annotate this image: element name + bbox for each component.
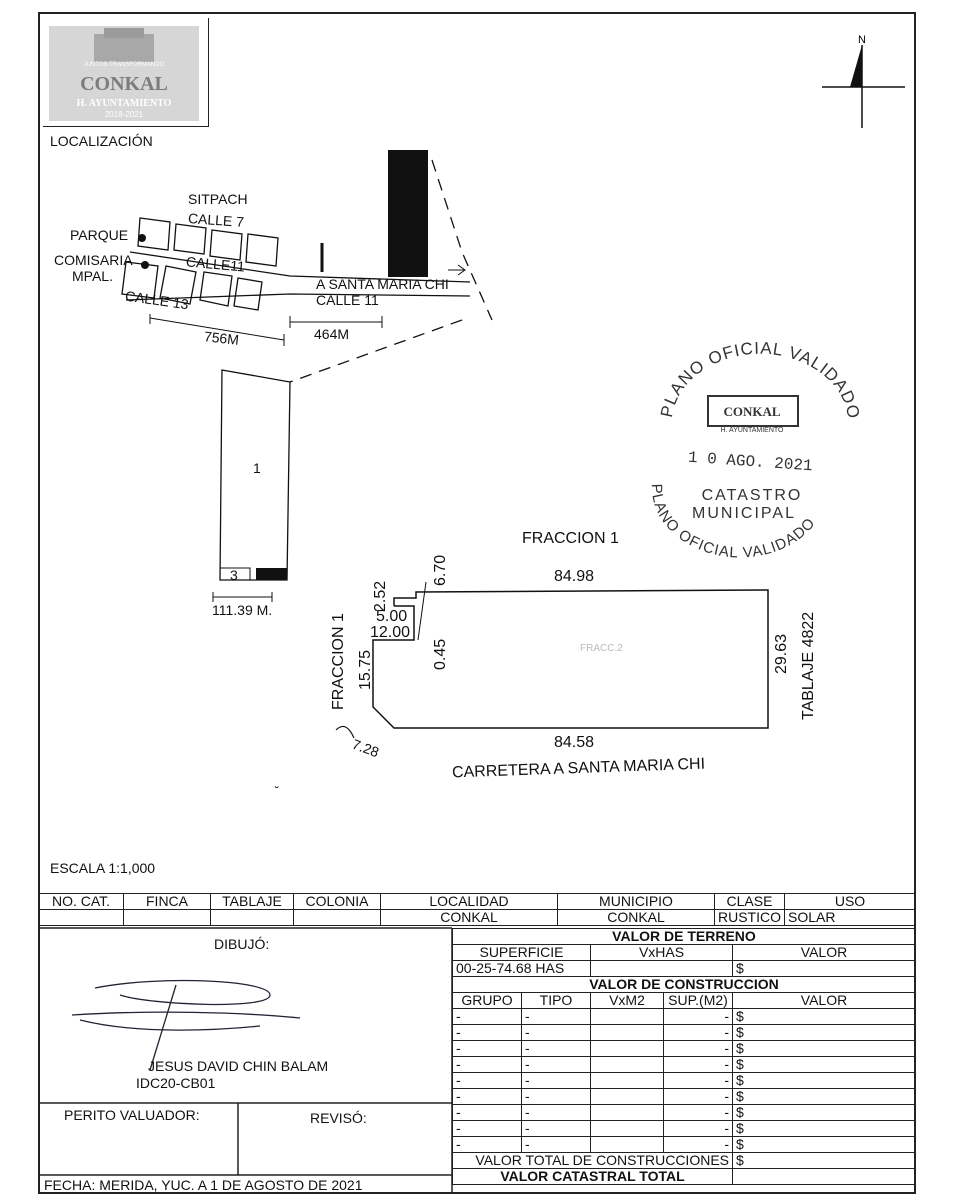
watermark-fracc: FRACC.2: [580, 643, 623, 654]
construccion-cell: -: [664, 1073, 733, 1089]
reviso-label: REVISÓ:: [310, 1110, 367, 1126]
td-municipio: CONKAL: [558, 910, 715, 926]
measure-2-52: 2.52: [372, 580, 389, 612]
fecha-label: FECHA: MERIDA, YUC. A 1 DE AGOSTO DE 2021: [44, 1177, 363, 1193]
th-localidad: LOCALIDAD: [381, 894, 558, 910]
label-lot-number: 1: [253, 460, 261, 476]
measure-6-70: 6.70: [432, 554, 449, 586]
label-comisaria: COMISARIA: [54, 252, 133, 268]
label-calle11: CALLE 11: [316, 292, 379, 308]
td-colonia: [294, 910, 381, 926]
tablaje-right: TABLAJE 4822: [800, 611, 817, 720]
measure-5-00: 5.00: [376, 608, 408, 625]
label-lot-sub: 3: [230, 567, 238, 583]
td-finca: [124, 910, 211, 926]
construccion-cell: $: [733, 1057, 916, 1073]
td-tablaje: [211, 910, 294, 926]
construccion-cell: -: [522, 1009, 591, 1025]
td-no-cat: [39, 910, 124, 926]
construccion-cell: -: [522, 1105, 591, 1121]
construccion-cell: $: [733, 1089, 916, 1105]
valuation-table: [452, 928, 916, 1185]
construccion-cell: $: [733, 1137, 916, 1153]
fraccion-top: FRACCION 1: [522, 530, 619, 547]
construccion-cell: -: [664, 1137, 733, 1153]
localizacion-title: LOCALIZACIÓN: [50, 133, 153, 149]
th-superficie: SUPERFICIE: [453, 945, 591, 961]
construccion-cell: -: [522, 1041, 591, 1057]
th-grupo: GRUPO: [453, 993, 522, 1009]
construccion-cell: [591, 1057, 664, 1073]
th-vxhas: VxHAS: [591, 945, 733, 961]
construccion-row: [453, 1137, 916, 1153]
construccion-cell: [591, 1025, 664, 1041]
logo-years: 2018-2021: [104, 110, 144, 119]
th-tipo: TIPO: [522, 993, 591, 1009]
svg-text:˘: ˘: [275, 784, 279, 798]
north-arrow-icon: [822, 34, 905, 128]
construccion-cell: -: [664, 1089, 733, 1105]
validation-stamp: [648, 339, 864, 562]
construccion-cell: -: [664, 1105, 733, 1121]
construccion-cell: -: [664, 1041, 733, 1057]
construccion-row: [453, 1121, 916, 1137]
construccion-cell: -: [664, 1057, 733, 1073]
measure-top: 84.98: [554, 568, 595, 585]
measure-bottom: 84.58: [554, 734, 595, 751]
construccion-cell: -: [664, 1009, 733, 1025]
construccion-cell: -: [522, 1025, 591, 1041]
td-clase: RUSTICO: [715, 910, 785, 926]
construccion-cell: -: [522, 1089, 591, 1105]
drafter-id: IDC20-CB01: [136, 1075, 216, 1091]
construccion-cell: -: [453, 1121, 522, 1137]
td-localidad: CONKAL: [381, 910, 558, 926]
drafter-name: JESUS DAVID CHIN BALAM: [148, 1058, 329, 1074]
logo-motto: JUNTOS TRANSFORMANDO: [83, 62, 165, 68]
construccion-cell: -: [453, 1009, 522, 1025]
construccion-cell: [591, 1089, 664, 1105]
construccion-row: [453, 1057, 916, 1073]
construccion-row: [453, 1025, 916, 1041]
construccion-cell: [591, 1121, 664, 1137]
stamp-logo-sub: H. AYUNTAMIENTO: [720, 427, 784, 434]
stamp-date: 1 0 AGO. 2021: [687, 448, 814, 476]
label-calle7: CALLE 7: [187, 210, 245, 230]
construccion-cell: [591, 1009, 664, 1025]
th-vxm2: VxM2: [591, 993, 664, 1009]
stamp-municipal: MUNICIPAL: [692, 505, 796, 522]
th-municipio: MUNICIPIO: [558, 894, 715, 910]
construccion-cell: -: [453, 1041, 522, 1057]
construccion-cell: $: [733, 1041, 916, 1057]
construccion-cell: -: [453, 1089, 522, 1105]
th-clase: CLASE: [715, 894, 785, 910]
total-construcciones-value: $: [733, 1153, 916, 1169]
construccion-cell: -: [453, 1137, 522, 1153]
th-finca: FINCA: [124, 894, 211, 910]
construccion-cell: $: [733, 1073, 916, 1089]
dibujo-label: DIBUJÓ:: [214, 936, 270, 952]
label-santa-maria: A SANTA MARIA CHI: [316, 276, 449, 292]
th-sup: SUP.(M2): [664, 993, 733, 1009]
measure-right: 29.63: [773, 633, 791, 675]
construccion-cell: -: [522, 1137, 591, 1153]
measure-7-28: 7.28: [350, 735, 382, 761]
stamp-oficial-validado: PLANO OFICIAL VALIDADO: [656, 338, 864, 421]
label-mpal: MPAL.: [72, 268, 113, 284]
label-parque: PARQUE: [70, 227, 129, 243]
road-label: CARRETERA A SANTA MARIA CHI: [451, 755, 706, 782]
logo-title: H. AYUNTAMIENTO: [76, 98, 172, 109]
north-label: N: [858, 34, 866, 46]
construccion-row: [453, 1073, 916, 1089]
construccion-cell: -: [453, 1025, 522, 1041]
label-sitpach: SITPACH: [188, 191, 248, 207]
td-valor-terreno: $: [733, 961, 916, 977]
construccion-title: VALOR DE CONSTRUCCION: [453, 977, 916, 993]
construccion-cell: $: [733, 1025, 916, 1041]
construccion-row: [453, 1009, 916, 1025]
total-construcciones-label: VALOR TOTAL DE CONSTRUCCIONES: [453, 1153, 733, 1169]
label-calle11-left: CALLE11: [185, 253, 246, 275]
catastral-total-value: [733, 1169, 916, 1185]
th-colonia: COLONIA: [294, 894, 381, 910]
construccion-cell: -: [522, 1073, 591, 1089]
construccion-cell: [591, 1105, 664, 1121]
signature-scribble: [72, 981, 300, 1070]
construccion-cell: $: [733, 1009, 916, 1025]
construccion-cell: [591, 1041, 664, 1057]
label-calle13: CALLE 13: [124, 287, 190, 313]
th-valor-terreno: VALOR: [733, 945, 916, 961]
measure-12-00: 12.00: [370, 624, 411, 641]
catastral-total-label: VALOR CATASTRAL TOTAL: [453, 1169, 733, 1185]
label-111m: 111.39 M.: [212, 602, 273, 618]
construccion-cell: $: [733, 1105, 916, 1121]
scale-label: ESCALA 1:1,000: [50, 860, 156, 876]
logo-name: CONKAL: [80, 73, 168, 95]
stamp-oficial-validado-2: PLANO OFICIAL VALIDADO: [647, 483, 819, 562]
fraccion-left: FRACCION 1: [330, 613, 347, 710]
stamp-catastro: CATASTRO: [701, 487, 803, 504]
th-tablaje: TABLAJE: [211, 894, 294, 910]
construccion-row: [453, 1105, 916, 1121]
lot-strip: [213, 370, 290, 602]
construccion-cell: -: [453, 1105, 522, 1121]
construccion-cell: [591, 1073, 664, 1089]
label-756m: 756M: [203, 328, 240, 348]
td-vxhas: [591, 961, 733, 977]
construccion-cell: $: [733, 1121, 916, 1137]
measure-0-45: 0.45: [432, 638, 449, 670]
th-valor-construccion: VALOR: [733, 993, 916, 1009]
measure-left: 15.75: [357, 649, 374, 690]
terreno-title: VALOR DE TERRENO: [453, 929, 916, 945]
construccion-rows: [453, 1009, 916, 1153]
th-no-cat: NO. CAT.: [39, 894, 124, 910]
property-table: [38, 893, 916, 926]
highlight-block: [388, 150, 428, 277]
perito-label: PERITO VALUADOR:: [64, 1107, 200, 1123]
construccion-row: [453, 1041, 916, 1057]
construccion-cell: -: [664, 1121, 733, 1137]
th-uso: USO: [785, 894, 916, 910]
stamp-logo-text: CONKAL: [723, 404, 781, 419]
construccion-cell: -: [453, 1073, 522, 1089]
label-464m: 464M: [314, 326, 350, 342]
td-uso: SOLAR: [785, 910, 916, 926]
construccion-cell: -: [453, 1057, 522, 1073]
construccion-cell: [591, 1137, 664, 1153]
construccion-cell: -: [664, 1025, 733, 1041]
construccion-cell: -: [522, 1057, 591, 1073]
construccion-row: [453, 1089, 916, 1105]
construccion-cell: -: [522, 1121, 591, 1137]
td-superficie: 00-25-74.68 HAS: [453, 961, 591, 977]
